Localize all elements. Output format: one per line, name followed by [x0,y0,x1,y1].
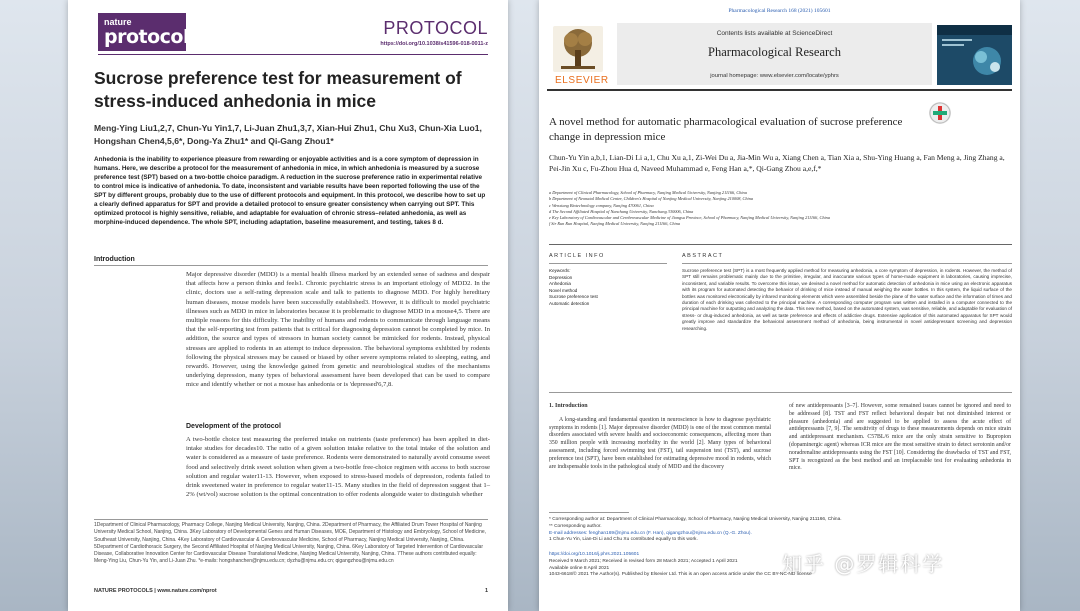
affiliation: c Wenxiang Biotechnology company, Nanjing 470061, China [549,202,654,208]
elsevier-tree-logo [553,26,603,72]
page-number: 1 [484,588,488,594]
article-type-label: PROTOCOL [383,18,488,38]
nature-protocols-logo [98,13,200,51]
header-rule [98,54,488,55]
contents-available: Contents lists available at ScienceDirect [716,30,833,37]
author-list: Chun-Yu Yin a,b,1, Lian-Di Li a,1, Chu Xu a,1, Zi-Wei Du a, Jia-Min Wu a, Xiang Chen a, Tian Xia a, Shu-Ying Huang a, Fan Meng a, Jing Zhang a, Pei-Jin Xu c, Fu-Zhou Hua d, Naveed Muhammad e, Feng Han a,*, Qi-Gang Zhou a,e,f,* [549,153,1005,173]
journal-footer: NATURE PROTOCOLS | www.nature.com/nprot [94,588,217,594]
affiliation: d The Second Affiliated Hospital of Nanchang University, Nanchang 330006, China [549,208,694,214]
footnote-line: * Corresponding author at: Department of Clinical Pharmacology, School of Pharmacy, Nanjing Medical University, Nanjing 211166, China. [549,517,842,522]
affiliations-footnote: 1Department of Clinical Pharmacology, Pharmacy College, Nanjing Medical University, Nanjing, China. 2Department of Pharmacy, the Affiliated Drum Tower Hospital of Nanjing University Medical School, Nanjing, China. 3Key Laboratory of Developmental Genes and Human Diseases, MOE, Department of Histology and Embryology, School of Medicine, Southeast University, Nanjing, China. 4Key Laboratory of Cardiovascular & Cerebrovascular Medicine, School of Pharmacy, Nanjing Medical University, Nanjing, China. 5Department of Cardiothoracic Surgery, the Second Affiliated Hospital of Nanjing Medical University, Nanjing, China. 6Key Laboratory of Targeted Intervention of Cardiovascular Disease, Collaborative Innovation Center for Cardiovascular Disease Translational Medicine, Nanjing Medical University, Nanjing, China. 7These authors contributed equally: Meng-Ying Liu, Chun-Yu Yin, and Li-Juan Zhu. *e-mails: hongshanchen@njmu.edu.cn; dyzhu@njmu.edu.cn; qigangzhou@njmu.edu.cn [94,522,487,565]
affiliation: b Department of Neonatal Medical Center, Children's Hospital of Nanjing Medical University, Nanjing 210008, China [549,196,754,202]
affiliation: a Department of Clinical Pharmacology, School of Pharmacy, Nanjing Medical University, Nanjing 211166, China [549,190,747,195]
intro-paragraph: Major depressive disorder (MDD) is a mental health illness marked by an extended sense of sadness and despair that affects how a person thinks and feels1. Chronic psychiatric stress is an important etiology of MDD2. In the clinic, doctors use a self-rating depression scale and talk to patients to diagnose MDD. For highly hereditary human diseases, mouse models have been successfully established3. However, it is difficult to model psychiatric illnesses such as MDD in mice in laboratories because it is problematic to diagnose MDD in a mouse4,5. There are multiple reasons for this difficulty. The inability of humans and rodents to communicate through language means that the self-reporting test from patients that is critical for diagnosing depression cannot be completed by mice. In addition, the source and types of stressors in human society cannot be mimicked for rodents. Instead, physical stresses are applied to rodents in an attempt to induce depression. The behavioral symptoms exhibited by rodents following the physical stresses may be caused or biased by other severe symptoms related to sleeping, eating, and reward6. However, using the knowledge gained from genetic and neurobiological studies of the mechanisms underlying depression, many types of behavioral assessment have been developed that can be used to compare mice and identify whether or not a mouse has anhedonia or is 'depressed'6,7,8. [186,271,490,389]
development-paragraph: A two-bottle choice test measuring the preferred intake on nutrients (taste preference) has been applied in diet-intake studies for decades10. The ratio of a given solution intake relative to the total intake of the solution and water is considered as a measure of taste preference. Rodents were demonstrated to naturally avoid consume sweet food and selectively drink sweet solution when given a two-bottle free-choice regimen with access to both sucrose solution and regular water11-13. However, when exposed to stress-based models of depression, rodents failed to drink sweetened water in preference to regular water11-15. Many studies in the field of depression suggest that 1–2% (wt/vol) sucrose solution is the optimal concentration to offer rodents alongside water to distinguish whether [186,436,490,499]
development-heading: Development of the protocol [186,423,281,430]
crossmark-icon[interactable] [929,102,951,124]
affiliations [549,190,1014,228]
intro-rule [94,265,488,266]
doi-link[interactable]: https://doi.org/10.1016/j.phrs.2021.105601 [549,552,640,557]
article-doi-link[interactable]: https://doi.org/10.1038/s41596-018-0011-z [380,41,488,47]
abstract: Sucrose preference test (SPT) is a most frequently applied method for measuring anhedonia, a core symptom of depression, in rodents. However, the method of SPT still remains problematic mainly due to the primitive, irregular, and inaccurate various types of home-made equipment in laboratories, causing imprecise, inconsistent, and variable results. To overcome this issue, we devised a novel method for automatic detection of anhedonia in mice using an electronic apparatus with its program for automated detecting the behavior of drinking of mice instead of manual weighing the water bottles. In this system, the liquid surface of the bottles was monitored electronically by infrared monitoring elements which were assembled beside the plane of the water surface and the information of times and duration of each drinking was collected to the principal machine. A corresponding computer program was written and installed in a computer connected to the principal machine for outputting and analyzing the data. This new method, based on the automated system, was sensitive, reliable, and adaptable for evaluation of stress- or drug-induced anhedonia, as well as taste preference and effects of addictive drugs. Extensive application of this automated apparatus for SPT would greatly improve and standardize the behavioral assessment method of anhedonia, being instrumental in novel antidepressant screening and depression researching. [682,268,1012,331]
journal-cover-image [937,25,1012,85]
footnote-line[interactable]: E-mail addresses: fenghan169@njmu.edu.cn (F. Han), qigangzhou@njmu.edu.cn (Q.-G. Zhou). [549,530,752,536]
logo-bottom-text: protocols [104,26,200,48]
history-line: Available online 8 April 2021 [549,565,610,571]
zhihu-watermark: 知乎 @罗辑科学 [782,552,945,576]
history-line: Received 9 March 2021; Received in revised form 28 March 2021; Accepted 1 April 2021 [549,558,738,564]
footnote-rule [549,512,629,513]
article-title: Sucrose preference test for measurement of stress-induced anhedonia in mice [94,68,462,111]
article-title: A novel method for automatic pharmacological evaluation of sucrose preference change in depression mice [549,116,903,143]
keywords [549,268,669,307]
elsevier-wordmark: ELSEVIER [555,75,609,86]
corresponding-author-notes [549,517,1014,544]
article-info-rule [549,263,667,264]
journal-citation-line[interactable]: Pharmacological Research 168 (2021) 105601 [728,8,831,14]
intro-paragraph: A long-standing and fundamental question in neuroscience is how to diagnose psychiatric symptoms in rodents [1]. Major depressive disorder (MDD) is one of the most common mental disorders associated with severe health and socioeconomic consequences, affecting more than 350 million people with increasing morbidity in the world [2]. Many types of behavioral assessment, including forced swimming test (FST), tail suspension test (TST), and sucrose preference test (SPT), have been established for estimating depressive mood in rodents, which are indispensable tools in the pathological study of MDD and the discovery [549,416,771,470]
journal-name: Pharmacological Research [708,45,841,59]
header-rule [547,89,1012,91]
intro-heading: Introduction [94,256,135,263]
logo-top-text: nature [104,17,132,27]
footnote-line: 1 Chun-Yu Yin, Lian-Di Li and Chu Xu contributed equally to this work. [549,537,698,543]
nature-protocols-page [68,0,508,611]
intro-paragraph-continued: of new antidepressants [3–7]. However, some remained issues cannot be ignored and need to be addressed [8]. TST and FST reflect behavioral despair but not diminished interest or pleasure (anhedonia) and are suggested to be applied to assess the acute effect of antidepressants [7, 9]. The sensitivity of drugs to these measurements depends on mice strain and antidepressant mechanism. C57BL/6 mice are the only strain sensitive to Bupropion (dopaminergic agent) whereas ICR mice are the most sensitive strain to detect serotonin and/or noradrenaline antidepressants using the FST [10]. Considering the drawbacks of TST and FST, SPT is recognized as the best method and an irreplaceable test for evaluating anhedonia in mice. [789,403,1011,472]
pharmacological-research-page [539,0,1020,611]
journal-homepage[interactable]: journal homepage: www.elsevier.com/locate/yphrs [710,73,839,79]
section-rule [549,244,1012,245]
keyword: Sucrose preference test [549,294,598,299]
keyword: Automatic detection [549,300,590,306]
keyword: Anhedonia [549,281,571,286]
abstract: Anhedonia is the inability to experience pleasure from rewarding or enjoyable activities and is a core symptom of depression in humans. Here, we describe a protocol for the measurement of anhedonia in mice, in which anhedonia is measured by a sucrose preference test (SPT) based on a two-bottle choice paradigm. A reduction in the sucrose preference ratio in experimental relative to control mice is indicative of anhedonia. To date, inconsistent and variable results have been reported following the use of the SPT by different groups, probably due to the use of different protocols and equipment. In this protocol, we describe how to set up a clearly defined apparatus for SPT and provide a detailed protocol to ensure greater consistency when carrying out SPT. This optimized protocol is highly sensitive, reliable, and adaptable for evaluation of chronic stress–related anhedonia, as well as morphine-induced dependence. The whole SPT, including adaptation, baseline measurement, and testing, takes 8 d. [94,156,486,226]
abstract-heading: ABSTRACT [682,253,724,259]
keywords-label: Keywords: [549,268,571,273]
footnote-line: ** Corresponding author. [549,523,602,529]
keyword: Novel method [549,287,578,293]
abstract-rule [682,263,1012,264]
footnote-rule [94,519,488,520]
license-line: 1043-6618/© 2021 The Author(s). Published by Elsevier Ltd. This is an open access article under the CC BY-NC-ND license [549,572,812,578]
affiliation: f Sir Run Run Hospital, Nanjing Medical University, Nanjing 211166, China [549,221,681,227]
author-list: Meng-Ying Liu1,2,7, Chun-Yu Yin1,7, Li-Juan Zhu1,3,7, Xian-Hui Zhu1, Chu Xu3, Chun-Xia Luo1, Hongshan Chen4,5,6*, Dong-Ya Zhu1* and Qi-Gang Zhou1* [94,123,482,146]
intro-column-right [789,403,1011,473]
affiliation: e Key Laboratory of Cardiovascular and Cerebrovascular Medicine of Jiangsu Province, School of Pharmacy, Nanjing Medical University, Nanjing 211166, China [549,215,830,221]
article-info-heading: ARTICLE INFO [549,253,605,259]
keyword: Depression [549,274,573,280]
body-rule [549,392,1012,393]
journal-header-box [617,23,932,85]
intro-column-left [549,403,771,471]
intro-heading: 1. Introduction [549,403,588,409]
journal-header [547,23,1012,85]
